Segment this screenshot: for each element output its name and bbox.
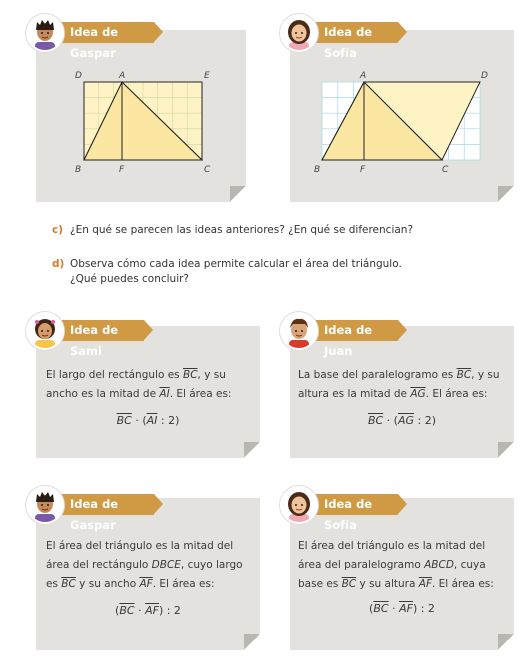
sofia-formula: $(\overline{BC} \cdot \overline{AF})$ : 2	[369, 602, 435, 615]
label-B: B	[314, 165, 321, 175]
card-title-gaspar: Idea de Gaspar	[40, 22, 154, 43]
question-text: ¿En qué se parecen las ideas anteriores? ¿En qué se diferencian?	[70, 224, 414, 236]
sofia-description: El área del triángulo es la mitad del área del paralelogramo ABCD, cuya base es $\overline{BC}$ y su altura $\overline{AF}$. El área es:	[298, 540, 494, 590]
question-d	[52, 257, 402, 287]
question-text-2: ¿Qué puedes concluir?	[70, 273, 190, 285]
gaspar-description: El área del triángulo es la mitad del área del rectángulo DBCE, cuyo largo es $\overline{BC}$ y su ancho $\overline{AF}$. El área es:	[46, 540, 243, 590]
question-c	[52, 223, 413, 238]
sami-avatar	[26, 312, 64, 350]
card-title-sofia-2: Idea de Sofía	[294, 494, 398, 515]
label-E: E	[204, 71, 210, 81]
question-label: d)	[52, 258, 65, 270]
label-C: C	[442, 165, 449, 175]
label-A: A	[119, 71, 126, 81]
juan-avatar	[280, 312, 318, 350]
page-fold	[498, 634, 514, 650]
sofia-avatar	[280, 14, 318, 52]
label-C: C	[204, 165, 211, 175]
gaspar-formula: $(\overline{BC} \cdot \overline{AF})$ : 2	[115, 604, 181, 617]
gaspar-avatar-2	[26, 486, 64, 524]
question-label: c)	[52, 224, 64, 236]
label-D: D	[481, 71, 488, 81]
question-text: Observa cómo cada idea permite calcular el área del triángulo.	[70, 258, 402, 270]
card-title-juan: Idea de Juan	[294, 320, 398, 341]
sami-formula: $\overline{BC} \cdot (\overline{AI}$ : 2)	[116, 414, 180, 427]
card-gaspar-diagram	[36, 30, 246, 202]
label-A: A	[360, 71, 367, 81]
page-fold	[230, 186, 246, 202]
label-F: F	[360, 165, 366, 175]
label-D: D	[75, 71, 82, 81]
gaspar-avatar	[26, 14, 64, 52]
juan-formula: $\overline{BC} \cdot (\overline{AG}$ : 2)	[367, 414, 437, 427]
card-title-sofia: Idea de Sofía	[294, 22, 398, 43]
card-title-gaspar-2: Idea de Gaspar	[40, 494, 154, 515]
sofia-avatar-2	[280, 486, 318, 524]
card-title-sami: Idea de Sami	[40, 320, 144, 341]
label-F: F	[119, 165, 125, 175]
page-fold	[244, 442, 260, 458]
juan-description: La base del paralelogramo es $\overline{BC}$, y su altura es la mitad de $\overline{AG}$. El área es:	[298, 369, 500, 400]
label-B: B	[75, 165, 82, 175]
sami-description: El largo del rectángulo es $\overline{BC}$, y su ancho es la mitad de $\overline{AI}$. El área es:	[46, 369, 232, 400]
page-fold	[498, 442, 514, 458]
page-fold	[244, 634, 260, 650]
page-fold	[498, 186, 514, 202]
